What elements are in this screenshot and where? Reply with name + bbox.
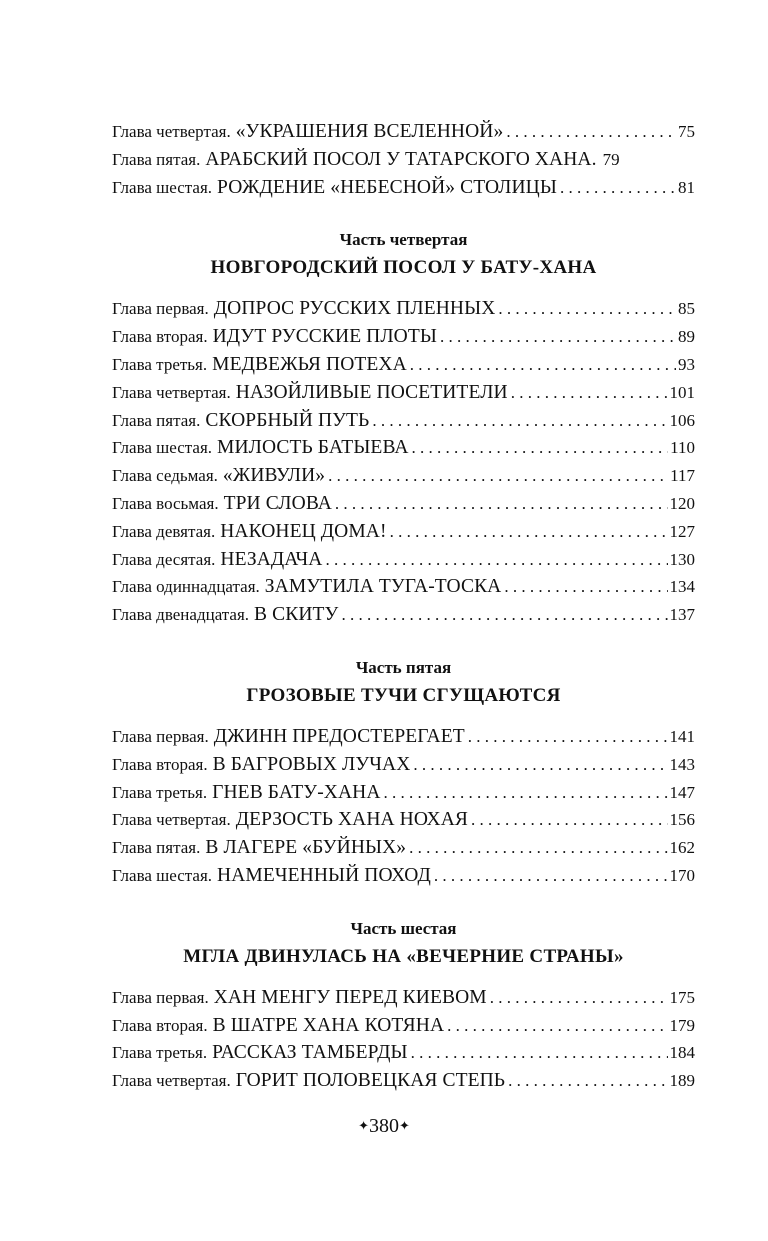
page-number: 110 bbox=[670, 438, 695, 458]
dot-leader bbox=[495, 295, 676, 323]
page-number: 143 bbox=[669, 754, 695, 774]
part-title[interactable]: ГРОЗОВЫЕ ТУЧИ СГУЩАЮТСЯ bbox=[246, 684, 561, 706]
toc-entry[interactable] bbox=[112, 462, 695, 490]
page-number: 156 bbox=[669, 810, 695, 830]
toc-entry[interactable] bbox=[112, 834, 695, 862]
toc-part bbox=[112, 227, 695, 629]
chapter-title: ГНЕВ БАТУ-ХАНА bbox=[212, 781, 381, 803]
chapter-title: НАЗОЙЛИВЫЕ ПОСЕТИТЕЛИ bbox=[235, 381, 508, 403]
page-number: 179 bbox=[669, 1015, 695, 1035]
dot-leader bbox=[431, 862, 668, 890]
toc-entry[interactable] bbox=[112, 806, 695, 834]
ornament-right-icon: ✦ bbox=[399, 1118, 410, 1133]
page-number: 170 bbox=[669, 865, 695, 885]
page-number: 75 bbox=[678, 122, 695, 141]
chapter-title: РОЖДЕНИЕ «НЕБЕСНОЙ» СТОЛИЦЫ bbox=[217, 176, 557, 198]
ornament-left-icon: ✦ bbox=[358, 1118, 369, 1133]
dot-leader bbox=[501, 573, 667, 601]
dot-leader bbox=[325, 462, 668, 490]
chapter-label: Глава одиннадцатая. bbox=[112, 577, 260, 597]
page-number: 120 bbox=[669, 493, 695, 513]
chapter-title: ИДУТ РУССКИЕ ПЛОТЫ bbox=[212, 326, 437, 348]
toc-part bbox=[112, 655, 695, 890]
page-number: 130 bbox=[669, 549, 695, 569]
toc-entry[interactable] bbox=[112, 323, 695, 351]
toc-entry[interactable] bbox=[112, 351, 695, 379]
page-number: 117 bbox=[670, 466, 695, 486]
chapter-label: Глава пятая. bbox=[112, 149, 201, 169]
chapter-label: Глава двенадцатая. bbox=[112, 605, 250, 625]
part-title[interactable]: МГЛА ДВИНУЛАСЬ НА «ВЕЧЕРНИЕ СТРАНЫ» bbox=[183, 945, 624, 967]
dot-leader bbox=[444, 1012, 667, 1040]
page-number: 175 bbox=[669, 987, 695, 1007]
toc-entry[interactable] bbox=[112, 779, 695, 807]
chapter-title: ТРИ СЛОВА bbox=[223, 492, 332, 514]
dot-leader bbox=[381, 779, 668, 807]
chapter-title: МИЛОСТЬ БАТЫЕВА bbox=[217, 437, 409, 459]
chapter-label: Глава третья. bbox=[112, 1043, 208, 1063]
chapter-label: Глава седьмая. bbox=[112, 466, 218, 486]
chapter-label: Глава третья. bbox=[112, 782, 208, 802]
chapter-title: «ЖИВУЛИ» bbox=[222, 465, 326, 487]
page-number: 85 bbox=[678, 299, 695, 319]
chapter-label: Глава первая. bbox=[112, 987, 209, 1007]
table-of-contents bbox=[112, 118, 695, 1095]
dot-leader bbox=[409, 434, 669, 462]
toc-entry[interactable] bbox=[112, 984, 695, 1012]
chapter-label: Глава третья. bbox=[112, 354, 208, 374]
chapter-label: Глава пятая. bbox=[112, 410, 201, 430]
page-number: 134 bbox=[669, 577, 695, 597]
dot-leader bbox=[322, 546, 667, 574]
page-number: 101 bbox=[669, 382, 695, 402]
dot-leader bbox=[408, 1039, 668, 1067]
part-heading bbox=[112, 916, 695, 972]
chapter-title: НАМЕЧЕННЫЙ ПОХОД bbox=[217, 864, 431, 886]
toc-entry[interactable] bbox=[112, 379, 695, 407]
chapter-label: Глава пятая. bbox=[112, 838, 201, 858]
page-number: 89 bbox=[678, 327, 695, 347]
chapter-label: Глава первая. bbox=[112, 299, 209, 319]
page-number: 106 bbox=[669, 410, 695, 430]
toc-entry[interactable] bbox=[112, 407, 695, 435]
toc-entry[interactable] bbox=[112, 295, 695, 323]
dot-leader bbox=[369, 407, 667, 435]
chapter-label: Глава четвертая. bbox=[112, 810, 231, 830]
toc-entry[interactable] bbox=[112, 601, 695, 629]
chapter-title: ГОРИТ ПОЛОВЕЦКАЯ СТЕПЬ bbox=[235, 1070, 506, 1092]
dot-leader bbox=[508, 379, 668, 407]
dot-leader bbox=[465, 723, 668, 751]
dot-leader bbox=[338, 601, 667, 629]
chapter-label: Глава вторая. bbox=[112, 1015, 208, 1035]
chapter-label: Глава шестая. bbox=[112, 865, 213, 885]
toc-entry[interactable] bbox=[112, 434, 695, 462]
chapter-label: Глава восьмая. bbox=[112, 493, 219, 513]
page-number: 93 bbox=[678, 354, 695, 374]
dot-leader bbox=[505, 1067, 667, 1095]
folio-number: 380 bbox=[369, 1115, 399, 1137]
chapter-title: ДЕРЗОСТЬ ХАНА НОХАЯ bbox=[235, 809, 468, 831]
page-number: 79 bbox=[602, 149, 620, 169]
chapter-title: ДОПРОС РУССКИХ ПЛЕННЫХ bbox=[213, 298, 496, 320]
chapter-label: Глава шестая. bbox=[112, 438, 213, 458]
toc-entry[interactable] bbox=[112, 573, 695, 601]
toc-entry[interactable] bbox=[112, 546, 695, 574]
page-number: 184 bbox=[669, 1043, 695, 1063]
chapter-title: ЗАМУТИЛА ТУГА-ТОСКА bbox=[264, 576, 502, 598]
dot-leader bbox=[387, 518, 668, 546]
chapter-title: АРАБСКИЙ ПОСОЛ У ТАТАРСКОГО ХАНА. bbox=[205, 148, 597, 170]
part-heading bbox=[112, 227, 695, 283]
page-number: 127 bbox=[669, 521, 695, 541]
toc-entry[interactable] bbox=[112, 723, 695, 751]
dot-leader bbox=[406, 834, 667, 862]
dot-leader bbox=[468, 806, 668, 834]
chapter-label: Глава четвертая. bbox=[112, 382, 231, 402]
chapter-title: В БАГРОВЫХ ЛУЧАХ bbox=[212, 753, 411, 775]
chapter-label: Глава девятая. bbox=[112, 521, 216, 541]
chapter-label: Глава первая. bbox=[112, 726, 209, 746]
dot-leader bbox=[487, 984, 668, 1012]
part-label: Часть шестая bbox=[350, 918, 457, 938]
toc-part bbox=[112, 916, 695, 1095]
chapter-label: Глава четвертая. bbox=[112, 122, 231, 141]
chapter-title: РАССКАЗ ТАМБЕРДЫ bbox=[212, 1042, 408, 1064]
toc-entry[interactable] bbox=[112, 518, 695, 546]
dot-leader bbox=[503, 118, 676, 146]
part-label: Часть пятая bbox=[355, 657, 452, 677]
dot-leader bbox=[407, 351, 676, 379]
dot-leader bbox=[332, 490, 668, 518]
chapter-title: В СКИТУ bbox=[254, 604, 339, 626]
chapter-label: Глава шестая. bbox=[112, 177, 213, 197]
toc-entry[interactable] bbox=[112, 490, 695, 518]
dot-leader bbox=[437, 323, 676, 351]
toc-entry[interactable] bbox=[112, 174, 695, 202]
dot-leader bbox=[410, 751, 667, 779]
chapter-title: СКОРБНЫЙ ПУТЬ bbox=[205, 409, 370, 431]
toc-entry[interactable] bbox=[112, 146, 695, 174]
part-label: Часть четвертая bbox=[339, 230, 468, 250]
toc-entry[interactable] bbox=[112, 1012, 695, 1040]
toc-entry[interactable] bbox=[112, 1039, 695, 1067]
chapter-title: В ШАТРЕ ХАНА КОТЯНА bbox=[212, 1014, 445, 1036]
chapter-label: Глава вторая. bbox=[112, 327, 208, 347]
chapter-title: «УКРАШЕНИЯ ВСЕЛЕННОЙ» bbox=[235, 121, 504, 142]
page-number: 189 bbox=[669, 1071, 695, 1091]
chapter-title: МЕДВЕЖЬЯ ПОТЕХА bbox=[212, 353, 407, 375]
page-number: 162 bbox=[669, 838, 695, 858]
chapter-title: НЕЗАДАЧА bbox=[220, 548, 323, 570]
chapter-title: В ЛАГЕРЕ «БУЙНЫХ» bbox=[205, 837, 407, 859]
chapter-label: Глава четвертая. bbox=[112, 1071, 231, 1091]
page-number: 81 bbox=[678, 177, 695, 197]
chapter-title: ДЖИНН ПРЕДОСТЕРЕГАЕТ bbox=[213, 725, 465, 747]
toc-section-continued bbox=[112, 118, 695, 201]
chapter-title: НАКОНЕЦ ДОМА! bbox=[220, 520, 387, 542]
page-folio bbox=[0, 1112, 768, 1140]
toc-entry[interactable] bbox=[112, 862, 695, 890]
part-title[interactable]: НОВГОРОДСКИЙ ПОСОЛ У БАТУ-ХАНА bbox=[210, 257, 597, 279]
toc-entry[interactable] bbox=[112, 118, 695, 146]
toc-entry[interactable] bbox=[112, 751, 695, 779]
toc-entry[interactable] bbox=[112, 1067, 695, 1095]
page-number: 147 bbox=[669, 782, 695, 802]
chapter-title: ХАН МЕНГУ ПЕРЕД КИЕВОМ bbox=[213, 986, 487, 1008]
page-number: 137 bbox=[669, 605, 695, 625]
dot-leader bbox=[557, 174, 676, 202]
page-number: 141 bbox=[669, 726, 695, 746]
part-heading bbox=[112, 655, 695, 711]
chapter-label: Глава вторая. bbox=[112, 754, 208, 774]
chapter-label: Глава десятая. bbox=[112, 549, 216, 569]
